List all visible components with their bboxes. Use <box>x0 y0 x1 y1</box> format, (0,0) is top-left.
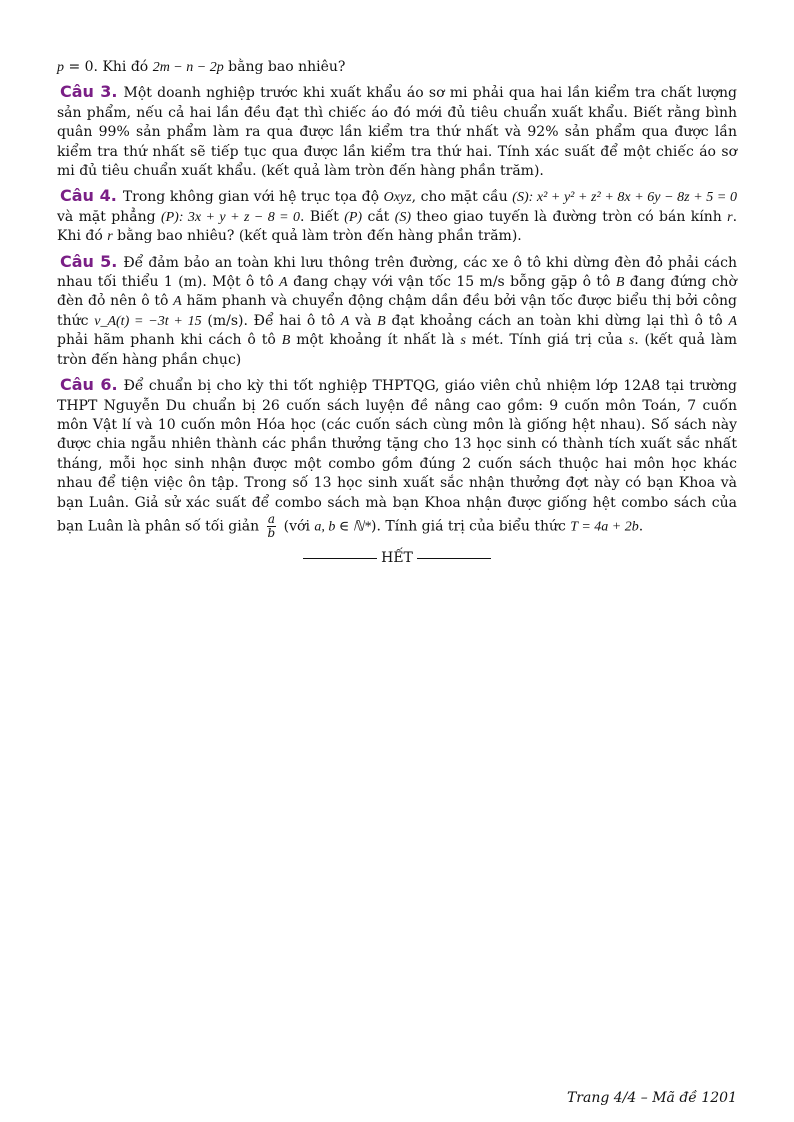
text-segment: = 0. Khi đó <box>64 59 153 75</box>
math-expression: 2m − n − 2p <box>152 60 224 75</box>
question-2-tail <box>57 58 737 77</box>
question-label: Câu 5. <box>60 251 118 271</box>
fraction-a-over-b <box>267 513 277 540</box>
text-segment: đang chạy với vận tốc 15 m/s bỗng gặp ô tô <box>287 274 616 291</box>
text-segment: đang đứng chờ đèn đỏ nên ô tô <box>57 274 737 310</box>
question-label: Câu 6. <box>60 375 118 395</box>
math-segment: A <box>173 294 182 310</box>
question-text: Một doanh nghiệp trước khi xuất khẩu áo sơ mi phải qua hai lần kiểm tra chất lượng sản phẩm, nếu cả hai lần đều đạt thì chiếc áo đó mới đủ tiêu chuẩn xuất khẩu. Biết rằng bình quân 99% sản phẩm làm ra qua được lần kiểm tra thứ nhất và 92% sản phẩm qua được lần kiểm tra thứ nhất sẽ tiếp tục qua được lần kiểm tra thứ hai. Tính xác suất để một chiếc áo sơ mi đủ tiêu chuẩn xuất khẩu. (kết quả làm tròn đến hàng phần trăm). <box>57 85 737 180</box>
text-segment: đạt khoảng cách an toàn khi dừng lại thì ô tô <box>385 312 729 329</box>
text-segment: theo giao tuyến là đường tròn có bán kính <box>411 208 728 225</box>
question-label: Câu 4. <box>60 186 117 206</box>
text-segment: Trong không gian với hệ trục tọa độ <box>122 189 384 206</box>
question-4 <box>57 186 737 246</box>
math-segment: s <box>460 333 466 349</box>
math-expression: T = 4a + 2b <box>570 519 639 535</box>
text-segment: . (kết quả làm tròn đến hàng phần chục) <box>57 332 737 368</box>
math-segment: A <box>728 313 738 329</box>
math-segment: s <box>628 333 635 349</box>
text-segment: hãm phanh và chuyển động chậm dần đều bởi vận tốc được biểu thị bởi công thức <box>57 293 737 329</box>
text-segment: một khoảng ít nhất là <box>290 332 461 349</box>
text-segment: (m/s). Để hai ô tô <box>201 312 341 329</box>
text-segment: mét. Tính giá trị của <box>465 332 629 349</box>
text-segment: Để đảm bảo an toàn khi lưu thông trên đường, các xe ô tô khi dừng đèn đỏ phải cách nhau tối thiểu 1 (m). Một ô tô <box>57 254 737 291</box>
page-footer: Trang 4/4 – Mã đề 1201 <box>566 1090 737 1106</box>
math-segment: a, b ∈ ℕ* <box>314 519 371 535</box>
fraction-denominator: b <box>267 525 276 540</box>
text-segment: và <box>349 312 378 329</box>
math-segment: B <box>615 275 625 291</box>
math-segment: B <box>377 313 386 329</box>
end-label: HẾT <box>381 550 413 566</box>
math-segment: Oxyz <box>383 190 412 206</box>
question-label: Câu 3. <box>60 82 118 102</box>
math-sphere-equation: (S): x² + y² + z² + 8x + 6y − 8z + 5 = 0 <box>512 190 737 206</box>
math-velocity-formula: v_A(t) = −3t + 15 <box>94 313 202 329</box>
text-segment: . Biết <box>300 208 345 225</box>
math-segment: (S) <box>394 209 412 225</box>
divider-left <box>303 558 377 559</box>
fraction-numerator: a <box>267 511 275 526</box>
math-segment: r <box>107 229 113 245</box>
math-segment: A <box>279 275 288 291</box>
math-segment: (P) <box>344 209 363 225</box>
math-segment: r <box>727 209 733 225</box>
question-3 <box>57 82 737 181</box>
divider-right <box>417 558 491 559</box>
text-segment: phải hãm phanh khi cách ô tô <box>57 332 282 349</box>
text-segment: ). Tính giá trị của biểu thức <box>371 518 571 535</box>
text-segment: bằng bao nhiêu? <box>223 59 346 75</box>
text-segment: bằng bao nhiêu? (kết quả làm tròn đến hàng phần trăm). <box>112 228 522 245</box>
text-segment: và mặt phẳng <box>57 208 161 225</box>
question-6 <box>57 375 737 540</box>
question-5 <box>57 252 737 370</box>
text-segment: cắt <box>362 208 395 225</box>
math-segment: A <box>340 313 350 329</box>
text-segment: Để chuẩn bị cho kỳ thi tốt nghiệp THPTQG, giáo viên chủ nhiệm lớp 12A8 tại trường THPT Nguyễn Du chuẩn bị 26 cuốn sách luyện đề nâng cao gồm: 9 cuốn môn Toán, 7 cuốn môn Vật lí và 10 cuốn môn Hóa học (các cuốn sách cùng môn là giống hệt nhau). Số sách này được chia ngẫu nhiên thành các phần thưởng tặng cho 13 học sinh có thành tích xuất sắc nhất tháng, mỗi học sinh nhận được một combo gồm đúng 2 cuốn sách thuộc hai môn học khác nhau để tiện việc ôn tập. Trong số 13 học sinh xuất sắc nhận thưởng đợt này có bạn Khoa và bạn Luân. Giả sử xác suất để combo sách mà bạn Khoa nhận được giống hệt combo sách của bạn Luân là phân số tối giản <box>57 378 737 535</box>
text-segment: (với <box>279 518 315 535</box>
text-segment: , cho mặt cầu <box>411 189 513 206</box>
text-segment: . Khi đó <box>57 208 738 245</box>
text-segment: . <box>638 518 644 535</box>
math-segment: B <box>281 333 291 349</box>
exam-page <box>57 58 738 566</box>
end-marker <box>57 550 737 566</box>
math-p: p <box>57 60 64 75</box>
math-plane-equation: (P): 3x + y + z − 8 = 0 <box>160 209 300 225</box>
